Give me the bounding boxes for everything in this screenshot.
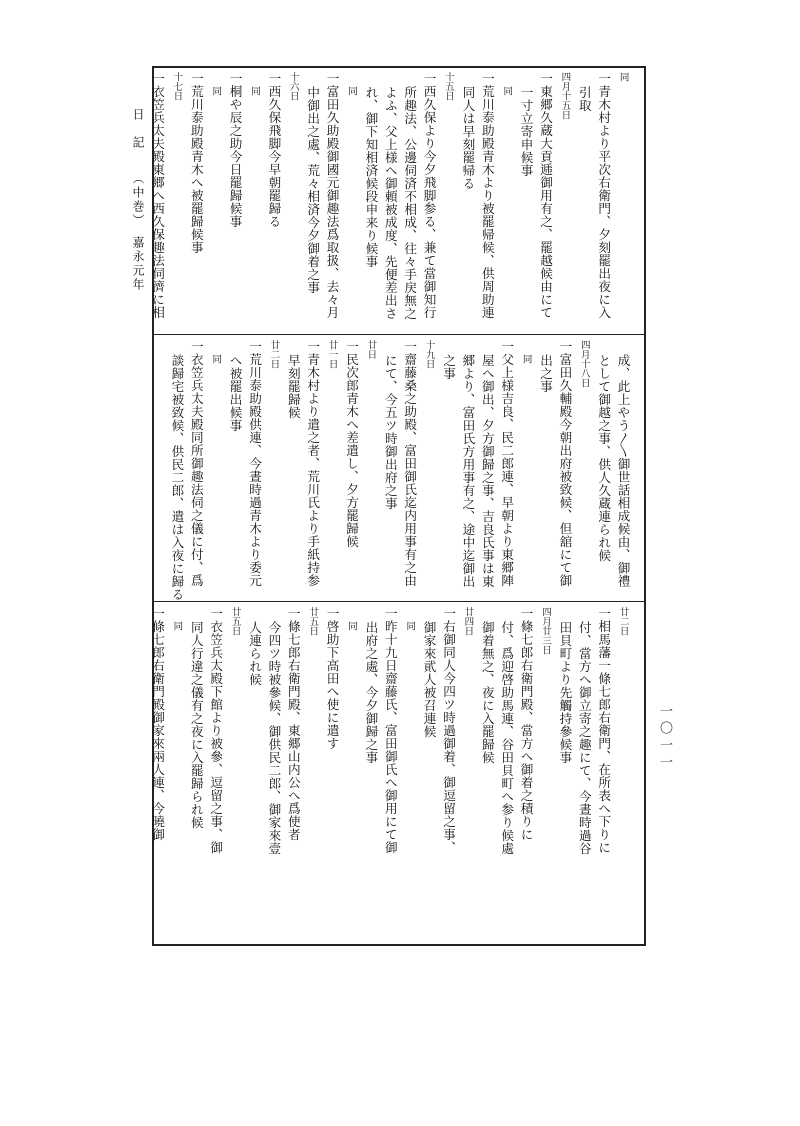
page-number: 一〇一一 bbox=[657, 704, 672, 772]
text-column: 引取 bbox=[576, 86, 592, 112]
text-column: 四月廿三日 bbox=[540, 607, 551, 655]
text-column: 一昨十九日齋藤氏、富田御氏へ御用にて御 bbox=[382, 607, 398, 854]
text-column: 十六日 bbox=[287, 72, 299, 101]
text-column: 今四ツ時被參候、御供民二郎、御家來壹 bbox=[266, 621, 282, 855]
text-column: 一衣笠兵太殿下館より被參、逗留之事、御 bbox=[208, 607, 224, 854]
text-column: 一寸立寄申候事 bbox=[518, 86, 534, 177]
running-head-volume-year: （中巻） 嘉永元年 bbox=[131, 172, 145, 292]
text-column: 一條七郎右衛門殿、當方へ御着之積りに bbox=[518, 607, 534, 841]
text-column: 御家來貮人被召連候 bbox=[421, 621, 437, 738]
text-column: 一條七郎右衛門殿御家來兩人連、今曉御 bbox=[150, 607, 165, 841]
text-column: 御着無之、夜に入罷歸候 bbox=[479, 621, 495, 764]
text-column: 廿一日 bbox=[326, 340, 338, 369]
text-column: 出府之處、今夕御歸之事 bbox=[363, 621, 379, 764]
text-column: 一父上様吉良、民二郎連、早朝より東郷陣 bbox=[499, 340, 515, 587]
text-column: 廿二日 bbox=[268, 340, 280, 369]
text-column: 廿四日 bbox=[462, 607, 474, 636]
text-column: 之事 bbox=[441, 354, 456, 380]
text-column: 人連られ候 bbox=[247, 621, 262, 686]
text-column: 一齋藤桑之助殿、富田御氏迄内用事有之由 bbox=[402, 340, 418, 587]
text-column: 出之事 bbox=[538, 354, 553, 393]
text-column: 一桐や辰之助今日罷歸候事 bbox=[227, 72, 243, 228]
text-column: 一右御同人今四ツ時過御着、御逗留之事、 bbox=[441, 607, 456, 854]
text-column: 同 bbox=[520, 354, 532, 364]
text-column: 一富田久助殿御國元御趣法爲取扱、去々月 bbox=[324, 72, 340, 319]
text-column: 十九日 bbox=[423, 340, 435, 369]
text-column: 十七日 bbox=[171, 72, 183, 101]
section-divider-lower bbox=[152, 601, 646, 602]
text-column: 同 bbox=[404, 621, 416, 631]
text-column: 一荒川泰助殿青木より被罷帰候、供周助連 bbox=[479, 72, 495, 319]
text-column: へ被罷出候事 bbox=[227, 354, 243, 432]
text-column: 同 bbox=[501, 86, 513, 96]
text-column: 一荒川泰助殿青木へ被罷歸候事 bbox=[188, 72, 204, 254]
text-column: 同 bbox=[617, 72, 629, 82]
text-column: れ、御下知相済候段申来り候事 bbox=[363, 86, 379, 268]
text-column: 廿五日 bbox=[229, 607, 241, 636]
text-column: 中御出之處、荒々相済今夕御着之事 bbox=[305, 86, 321, 294]
text-column: 郷より、富田氏方用事有之、途中迄御出 bbox=[460, 354, 476, 588]
text-column: として御越之事、供人久蔵連られ候 bbox=[596, 354, 612, 562]
text-column: 付、爲迎啓助馬連、谷田貝町へ参り候處 bbox=[499, 621, 515, 855]
text-column: 一荒川泰助殿供連、今晝時過青木より委元 bbox=[247, 340, 262, 587]
text-column: 同 bbox=[210, 354, 222, 364]
text-column: 同 bbox=[249, 86, 260, 96]
text-column: よふ、父上様へ御頼被成度、先便差出さ bbox=[382, 86, 398, 320]
text-column: 同 bbox=[346, 86, 357, 96]
text-column: 同人行違之儀有之夜に入罷歸られ候 bbox=[188, 621, 204, 829]
text-column: 一啓助下高田へ使に遣す bbox=[324, 607, 340, 750]
text-column: 一東郷久蔵大貢逓御用有之、罷越候由にて bbox=[538, 72, 553, 319]
text-column: 付、當方へ御立寄之趣にて、今晝時過谷 bbox=[576, 621, 592, 855]
text-column: 同 bbox=[210, 86, 222, 96]
section-divider-upper bbox=[152, 334, 646, 335]
text-column: 談歸宅被致候、供民二郎、遣は入夜に歸る bbox=[169, 354, 185, 601]
text-column: 四月十八日 bbox=[578, 340, 590, 388]
text-column: 一西久保飛脚今早朝罷歸る bbox=[266, 72, 282, 228]
text-column: 十五日 bbox=[443, 72, 454, 101]
text-column: 一青木村より遣之者、荒川氏より手紙持参 bbox=[305, 340, 321, 587]
text-column: 田貝町より先觸持參候事 bbox=[557, 621, 573, 764]
text-column: 成、此上やう〳〵御世話相成候由、御禮 bbox=[615, 354, 631, 588]
text-column: 同人は早刻罷帰る bbox=[460, 86, 476, 190]
text-column: 一民次郎青木へ差遣し、夕方罷歸候 bbox=[344, 340, 359, 548]
text-column: 一衣笠兵太夫殿東郷へ西久保趣法伺濟に相 bbox=[150, 72, 165, 319]
text-column: 一西久保より今夕飛脚参る、兼て當御知行 bbox=[421, 72, 437, 319]
text-column: 所趣法、公邊伺済不相成、往々手戻無之 bbox=[402, 86, 418, 320]
text-column: 早刻罷歸候 bbox=[285, 354, 301, 419]
text-column: 廿五日 bbox=[307, 607, 319, 636]
text-column: 一青木村より平次右衛門、夕刻罷出夜に入 bbox=[596, 72, 612, 319]
running-head-title: 日 記 bbox=[131, 108, 145, 150]
text-column: 一條七郎右衛門殿、東郷山内公へ爲使者 bbox=[285, 607, 301, 841]
text-column: にて、今五ツ時御出府之事 bbox=[382, 354, 398, 510]
text-column: 一衣笠兵太夫殿同所御趣法伺之儀に付、爲 bbox=[188, 340, 204, 587]
text-column: 一相馬藩一條七郎右衛門、在所表へ下りに bbox=[596, 607, 612, 854]
text-column: 四月十五日 bbox=[559, 72, 571, 120]
text-column: 屋へ御出、夕方御歸之事、吉良氏事は東 bbox=[479, 354, 495, 588]
text-column: 一富田久輔殿今朝出府被致候、但舘にて御 bbox=[557, 340, 573, 587]
text-column: 同 bbox=[171, 621, 183, 631]
text-column: 同 bbox=[346, 621, 357, 631]
text-column: 廿二日 bbox=[617, 607, 629, 636]
text-column: 廿日 bbox=[365, 340, 377, 359]
